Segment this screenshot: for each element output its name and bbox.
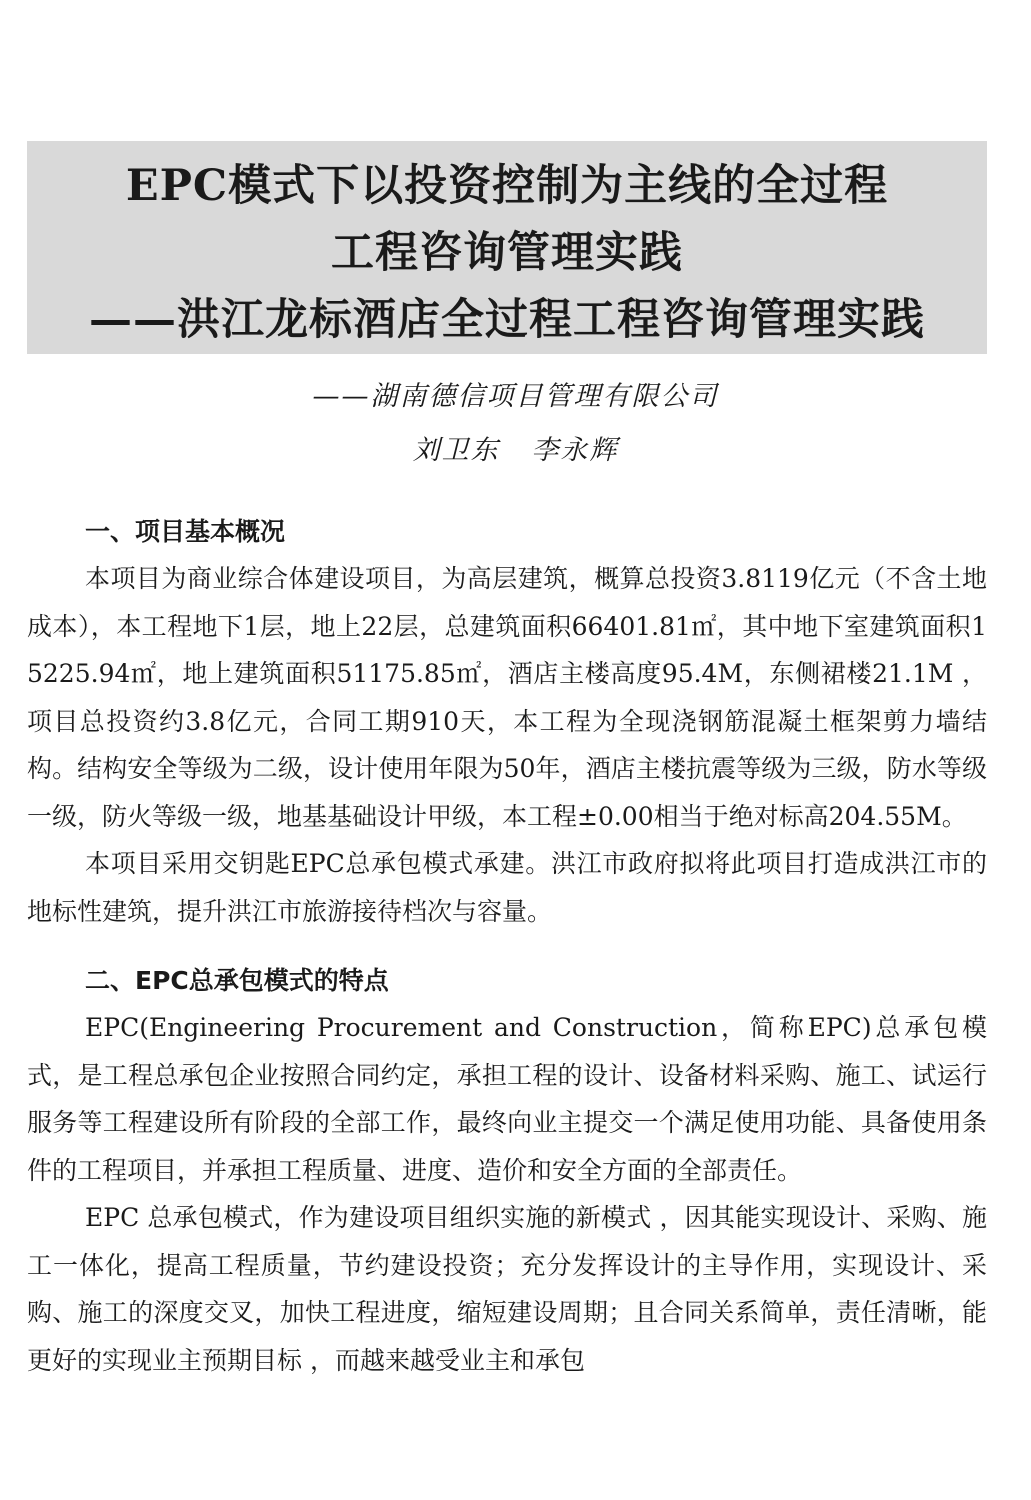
paragraph: 本项目为商业综合体建设项目，为高层建筑，概算总投资3.8119亿元（不含土地成本），本工程地下1层，地上22层，总建筑面积66401.81㎡，其中地下室建筑面积15225.94㎡，地上建筑面积51175.85㎡，酒店主楼高度95.4M，东侧裙楼21.1M ，项目总投资约3.8亿元，合同工期910天，本工程为全现浇钢筋混凝土框架剪力墙结构。结构安全等级为二级，设计使用年限为50年，酒店主楼抗震等级为三级，防水等级一级，防火等级一级，地基基础设计甲级，本工程±0.00相当于绝对标高204.55M。 [27,564,987,831]
company-name: ——湖南德信项目管理有限公司 [312,381,719,412]
title-line-1: EPC模式下以投资控制为主线的全过程 [125,161,889,211]
title-line-2: 工程咨询管理实践 [331,228,683,278]
title-line-3: ——洪江龙标酒店全过程工程咨询管理实践 [89,295,925,345]
section-overview [27,508,987,935]
author-names: 刘卫东 李永辉 [412,435,619,466]
article-body [27,500,987,1384]
section-heading: 二、EPC总承包模式的特点 [85,966,389,995]
section-heading: 一、项目基本概况 [85,517,286,546]
section-epc-features [27,957,987,1384]
paragraph: 本项目采用交钥匙EPC总承包模式承建。洪江市政府拟将此项目打造成洪江市的地标性建筑，提升洪江市旅游接待档次与容量。 [27,849,987,926]
paragraph: EPC(Engineering Procurement and Construction，简称EPC)总承包模式，是工程总承包企业按照合同约定，承担工程的设计、设备材料采购、施工、试运行服务等工程建设所有阶段的全部工作，最终向业主提交一个满足使用功能、具备使用条件的工程项目，并承担工程质量、进度、造价和安全方面的全部责任。 [27,1013,987,1185]
paragraph: EPC 总承包模式，作为建设项目组织实施的新模式 ，因其能实现设计、采购、施工一体化，提高工程质量，节约建设投资；充分发挥设计的主导作用，实现设计、采购、施工的深度交叉，加快工程进度，缩短建设周期；且合同关系简单，责任清晰，能更好的实现业主预期目标 ，而越来越受业主和承包 [27,1203,987,1375]
title-banner [27,141,987,354]
